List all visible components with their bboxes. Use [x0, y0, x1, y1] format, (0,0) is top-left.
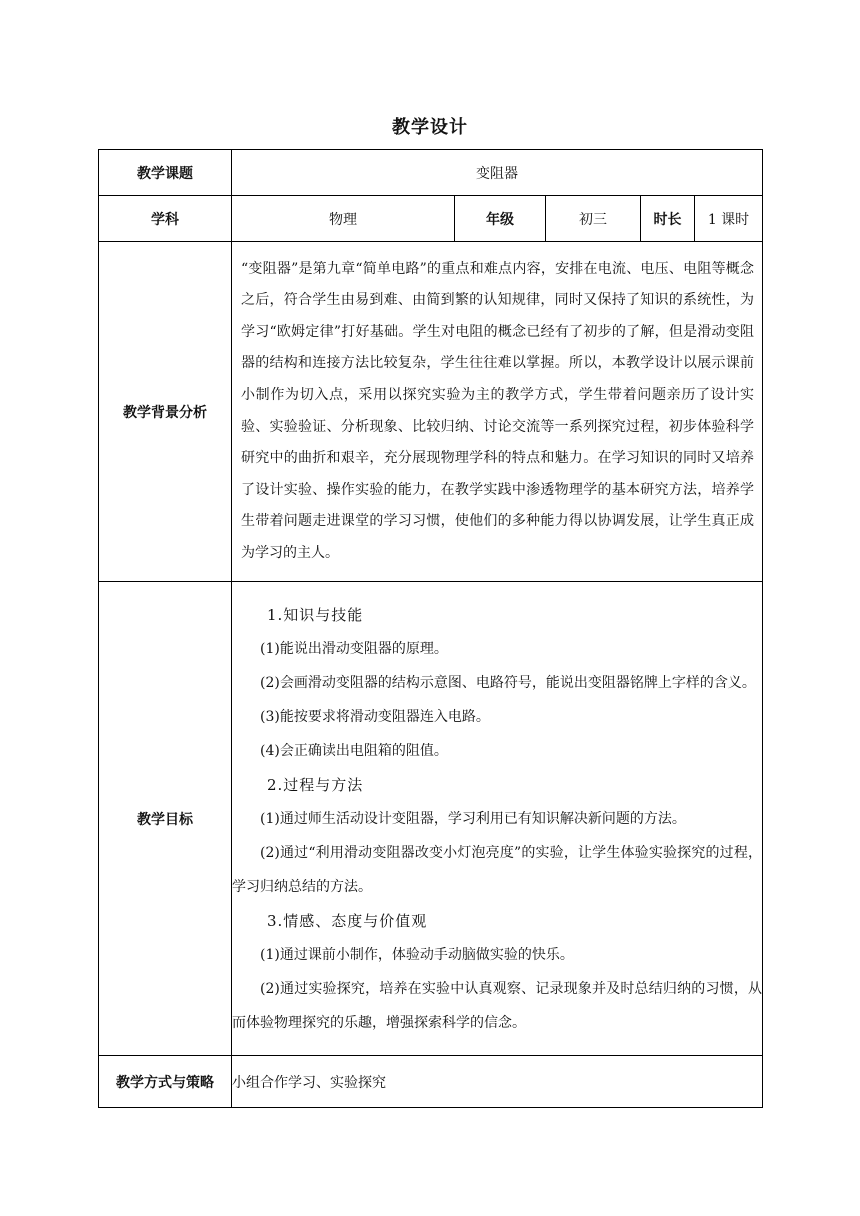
goal-item: (2)通过“利用滑动变阻器改变小灯泡亮度”的实验，让学生体验实验探究的过程，学习归纳总结的方法。: [232, 844, 763, 895]
method-label: 教学方式与策略: [99, 1056, 232, 1108]
goals-label: 教学目标: [99, 582, 232, 1056]
duration-value: 1 课时: [695, 196, 763, 242]
row-topic: [99, 150, 763, 196]
row-background: [99, 242, 763, 582]
background-label: 教学背景分析: [99, 242, 232, 582]
goal-item: (1)通过课前小制作，体验动手动脑做实验的快乐。: [260, 946, 574, 963]
goal-item: (2)通过实验探究，培养在实验中认真观察、记录现象并及时总结归纳的习惯，从而体验物理探究的乐趣，增强探索科学的信念。: [232, 980, 763, 1031]
row-goals: [99, 582, 763, 1056]
subject-label: 学科: [99, 196, 232, 242]
method-value: 小组合作学习、实验探究: [232, 1056, 763, 1108]
row-subject: [99, 196, 763, 242]
goal-item: (1)能说出滑动变阻器的原理。: [260, 640, 448, 657]
goal-item: (1)通过师生活动设计变阻器，学习利用已有知识解决新问题的方法。: [260, 810, 686, 827]
goal-item: (2)会画滑动变阻器的结构示意图、电路符号，能说出变阻器铭牌上字样的含义。: [260, 674, 756, 691]
grade-label: 年级: [455, 196, 546, 242]
background-text: “变阻器”是第九章“简单电路”的重点和难点内容，安排在电流、电压、电阻等概念之后，符合学生由易到难、由简到繁的认知规律，同时又保持了知识的系统性，为学习“欧姆定律”打好基础。学生对电阻的概念已经有了初步的了解，但是滑动变阻器的结构和连接方法比较复杂，学生往往难以掌握。所以，本教学设计以展示课前小制作为切入点，采用以探究实验为主的教学方式，学生带着问题亲历了设计实验、实验验证、分析现象、比较归纳、讨论交流等一系列探究过程，初步体验科学研究中的曲折和艰辛，充分展现物理学科的特点和魅力。在学习知识的同时又培养了设计实验、操作实验的能力，在教学实践中渗透物理学的基本研究方法，培养学生带着问题走进课堂的学习习惯，使他们的多种能力得以协调发展，让学生真正成为学习的主人。: [241, 260, 755, 561]
goals-heading-process: 2.过程与方法: [267, 775, 364, 794]
document-title: 教学设计: [392, 117, 468, 138]
goals-heading-attitude: 3.情感、态度与价值观: [267, 911, 428, 930]
goal-item: (4)会正确读出电阻箱的阻值。: [260, 742, 448, 759]
goals-cell: [232, 582, 763, 1056]
row-method: [99, 1056, 763, 1108]
goal-item: (3)能按要求将滑动变阻器连入电路。: [260, 708, 490, 725]
grade-value: 初三: [546, 196, 641, 242]
topic-label: 教学课题: [99, 150, 232, 196]
subject-value: 物理: [232, 196, 455, 242]
goals-heading-knowledge: 1.知识与技能: [267, 605, 364, 624]
duration-label: 时长: [641, 196, 695, 242]
topic-value: 变阻器: [232, 150, 763, 196]
background-cell: [232, 242, 763, 582]
lesson-plan-table: [98, 149, 763, 1108]
